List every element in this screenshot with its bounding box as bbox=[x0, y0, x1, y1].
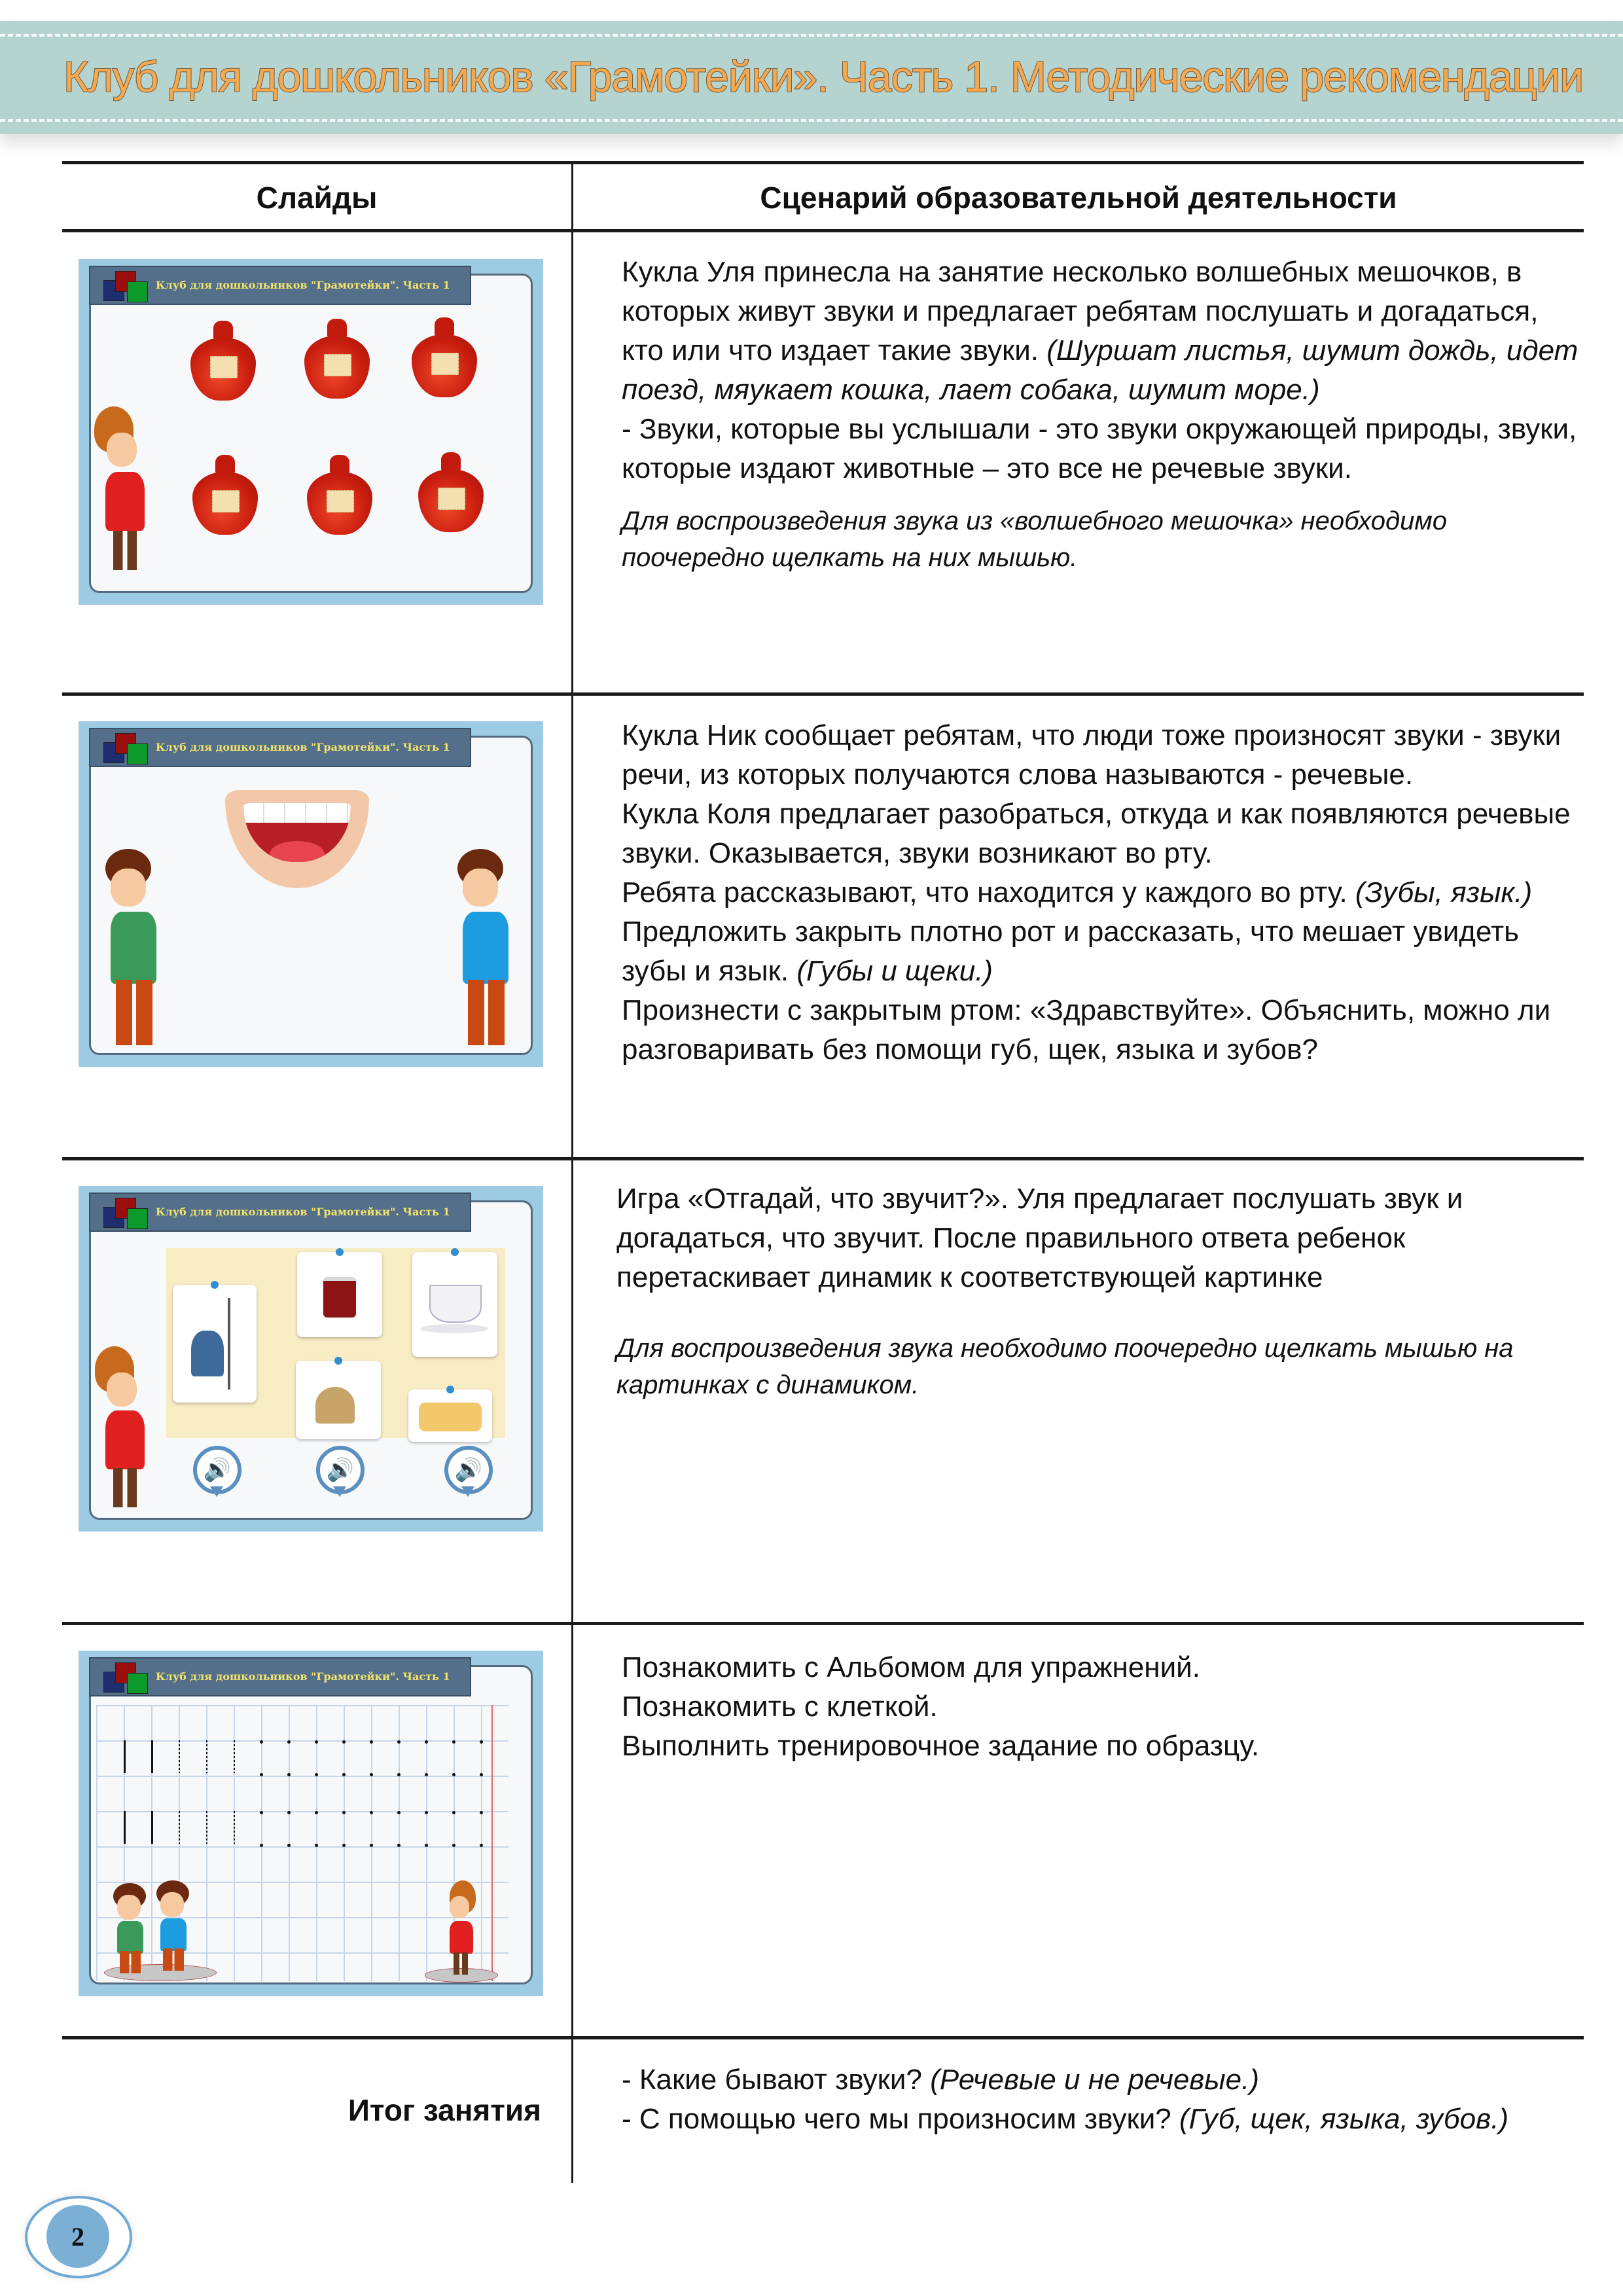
picture-board bbox=[166, 1248, 505, 1438]
summary-question bbox=[622, 2100, 1584, 2139]
scenario-paragraph: Кукла Коля предлагает разобраться, откуда и как появляются речевые звуки. Оказывается, звуки возникают во рту. bbox=[622, 798, 1571, 869]
text-plain: - С помощью чего мы произносим звуки? bbox=[622, 2103, 1179, 2135]
scenario-paragraph: Выполнить тренировочное задание по образцу. bbox=[622, 1730, 1260, 1762]
slide-canvas bbox=[89, 736, 533, 1055]
slide-banner-text: Клуб для дошкольников "Грамотейки". Часть 1 bbox=[156, 279, 450, 291]
instruction-note: Для воспроизведения звука необходимо поочередно щелкать мышью на картинках с динамиком. bbox=[616, 1334, 1514, 1399]
slide-thumbnail-2 bbox=[79, 721, 543, 1067]
trace-dot bbox=[480, 1844, 483, 1847]
boy-icon bbox=[111, 1883, 150, 1975]
column-divider bbox=[571, 162, 573, 2183]
stroke-sample bbox=[124, 1740, 126, 1773]
text-plain: Ребята рассказывают, что находится у каждого во рту. bbox=[622, 876, 1355, 908]
logo-square bbox=[127, 744, 148, 764]
row-divider bbox=[62, 1157, 1584, 1160]
scenario-paragraph: Познакомить с клеткой. bbox=[622, 1691, 938, 1723]
summary-label: Итог занятия bbox=[348, 2092, 541, 2127]
trace-dot bbox=[370, 1740, 373, 1744]
boy-icon bbox=[450, 849, 533, 1055]
trace-dot bbox=[342, 1740, 346, 1744]
trace-dot bbox=[370, 1844, 373, 1847]
stitch-line bbox=[0, 119, 1623, 122]
slide-canvas bbox=[89, 1665, 533, 1984]
page-number-badge bbox=[25, 2196, 132, 2278]
text-plain: Кукла Уля принесла на занятие несколько волшебных мешочков, в которых живут звуки и предлагает ребятам послушать и догадаться, кто или что издает такие звуки. bbox=[622, 256, 1539, 367]
stroke-sample bbox=[151, 1811, 153, 1844]
slide-banner bbox=[89, 1657, 471, 1696]
slide-thumbnail-3 bbox=[79, 1186, 543, 1532]
slide-banner-text: Клуб для дошкольников "Грамотейки". Часть 1 bbox=[156, 741, 450, 753]
scenario-paragraph: Кукла Ник сообщает ребятам, что люди тоже произносят звуки - звуки речи, из которых получаются слова называются - речевые. bbox=[622, 719, 1561, 791]
trace-dot bbox=[397, 1740, 401, 1744]
slide-banner bbox=[89, 728, 471, 767]
logo-square bbox=[127, 1208, 148, 1229]
bell-icon bbox=[296, 1361, 381, 1439]
slide-banner-text: Клуб для дошкольников "Грамотейки". Часть 1 bbox=[156, 1206, 450, 1218]
scenario-paragraph: Произнести с закрытым ртом: «Здравствуйте». Объяснить, можно ли разговаривать без помощи губ, щек, языка и зубов? bbox=[622, 994, 1551, 1066]
speaker-icon[interactable]: 🔊 bbox=[444, 1446, 493, 1494]
margin-line bbox=[491, 1705, 493, 1981]
stroke-trace bbox=[179, 1740, 180, 1773]
text-italic: (Речевые и не речевые.) bbox=[930, 2064, 1260, 2096]
trace-dot bbox=[260, 1844, 263, 1847]
slide-banner bbox=[89, 1193, 471, 1232]
girl-icon bbox=[444, 1880, 484, 1979]
trace-dot bbox=[452, 1740, 455, 1744]
boy-icon bbox=[98, 849, 183, 1055]
trace-dot bbox=[370, 1811, 373, 1814]
scenario-paragraph: Познакомить с Альбомом для упражнений. bbox=[622, 1651, 1200, 1683]
boy-icon bbox=[154, 1880, 193, 1972]
slide-thumbnail-1 bbox=[79, 259, 543, 605]
text-italic: (Губ, щек, языка, зубов.) bbox=[1179, 2103, 1508, 2135]
scenario-text-4 bbox=[622, 1648, 1584, 1766]
bag-icon bbox=[192, 472, 258, 535]
text-italic: (Губы и щеки.) bbox=[796, 955, 993, 987]
trace-dot bbox=[342, 1811, 346, 1814]
trace-dot bbox=[397, 1811, 401, 1814]
trace-dot bbox=[287, 1740, 291, 1744]
stitch-line bbox=[0, 34, 1623, 37]
scenario-text-3 bbox=[616, 1179, 1578, 1403]
speaker-icon[interactable]: 🔊 bbox=[193, 1446, 241, 1494]
girl-icon bbox=[95, 1346, 160, 1520]
trace-dot bbox=[425, 1740, 428, 1744]
slide-canvas bbox=[89, 1200, 533, 1520]
girl-icon bbox=[91, 406, 169, 593]
column-header-scenario: Сценарий образовательной деятельности bbox=[760, 181, 1397, 215]
row-divider bbox=[62, 1622, 1584, 1625]
scenario-paragraph bbox=[622, 873, 1584, 912]
bag-icon bbox=[307, 472, 372, 535]
trace-dot bbox=[315, 1811, 318, 1814]
scenario-text-1 bbox=[622, 253, 1584, 576]
cheese-icon bbox=[408, 1390, 492, 1442]
drum-icon bbox=[297, 1252, 382, 1337]
trace-dot bbox=[260, 1740, 263, 1744]
row-divider bbox=[62, 692, 1584, 696]
logo-square bbox=[127, 1673, 148, 1694]
stroke-trace bbox=[206, 1811, 207, 1844]
stroke-trace bbox=[234, 1811, 235, 1844]
column-header-slides: Слайды bbox=[256, 181, 378, 215]
trace-dot bbox=[452, 1811, 455, 1814]
scenario-text-2 bbox=[622, 716, 1584, 1069]
header-band bbox=[0, 21, 1623, 134]
trace-dot bbox=[260, 1811, 263, 1814]
trace-dot bbox=[287, 1773, 291, 1776]
table-top-rule bbox=[62, 161, 1584, 164]
instruction-note: Для воспроизведения звука из «волшебного мешочка» необходимо поочередно щелкать на них мышью. bbox=[622, 507, 1448, 572]
trace-dot bbox=[315, 1773, 318, 1776]
scenario-paragraph: - Звуки, которые вы услышали - это звуки окружающей природы, звуки, которые издают животные – это все не речевые звуки. bbox=[622, 413, 1577, 484]
trace-dot bbox=[397, 1844, 401, 1847]
trace-dot bbox=[287, 1811, 291, 1814]
logo-square bbox=[127, 281, 148, 302]
mouth-icon bbox=[225, 790, 369, 888]
trace-dot bbox=[342, 1773, 346, 1776]
vacuum-cleaner-icon bbox=[173, 1285, 257, 1403]
trace-dot bbox=[342, 1844, 346, 1847]
bag-icon bbox=[412, 334, 477, 397]
page-number: 2 bbox=[46, 2205, 109, 2268]
trace-dot bbox=[287, 1844, 291, 1847]
stroke-trace bbox=[206, 1740, 207, 1773]
slide-canvas bbox=[89, 274, 533, 593]
text-plain: - Какие бывают звуки? bbox=[622, 2064, 931, 2096]
bag-icon bbox=[190, 338, 256, 401]
trace-dot bbox=[425, 1811, 428, 1814]
stroke-trace bbox=[179, 1811, 180, 1844]
slide-banner bbox=[89, 266, 471, 305]
trace-dot bbox=[425, 1844, 428, 1847]
scenario-paragraph: Игра «Отгадай, что звучит?». Уля предлагает послушать звук и догадаться, что звучит. После правильного ответа ребенок перетаскивает динамик к соответствующей картинке bbox=[616, 1183, 1463, 1293]
trace-dot bbox=[480, 1811, 483, 1814]
trace-dot bbox=[370, 1773, 373, 1776]
stroke-sample bbox=[124, 1811, 126, 1844]
trace-dot bbox=[397, 1773, 401, 1776]
trace-dot bbox=[260, 1773, 263, 1776]
trace-dot bbox=[425, 1773, 428, 1776]
trace-dot bbox=[452, 1844, 455, 1847]
trace-dot bbox=[480, 1773, 483, 1776]
slide-banner-text: Клуб для дошкольников "Грамотейки". Часть 1 bbox=[156, 1670, 450, 1683]
text-italic: (Зубы, язык.) bbox=[1355, 876, 1533, 908]
page-title: Клуб для дошкольников «Грамотейки». Часть 1. Методические рекомендации bbox=[63, 52, 1584, 101]
summary-text bbox=[622, 2060, 1584, 2139]
scenario-paragraph bbox=[622, 253, 1584, 410]
trace-dot bbox=[315, 1844, 318, 1847]
stroke-sample bbox=[151, 1740, 153, 1773]
trace-dot bbox=[452, 1773, 455, 1776]
bag-icon bbox=[304, 336, 370, 399]
slide-thumbnail-4 bbox=[79, 1651, 543, 1996]
stroke-trace bbox=[234, 1740, 235, 1773]
text-italic: (Шуршат листья, шумит дождь, идет поезд, мяукает кошка, лает собака, шумит море.) bbox=[622, 334, 1578, 406]
text-plain: Предложить закрыть плотно рот и рассказать, что мешает увидеть зубы и язык. bbox=[622, 916, 1520, 987]
trace-dot bbox=[315, 1740, 318, 1744]
scenario-paragraph bbox=[622, 912, 1584, 991]
trace-dot bbox=[480, 1740, 483, 1744]
cup-icon bbox=[412, 1252, 497, 1357]
summary-question bbox=[622, 2060, 1584, 2100]
speaker-icon[interactable]: 🔊 bbox=[316, 1446, 365, 1494]
bag-icon bbox=[418, 469, 484, 532]
